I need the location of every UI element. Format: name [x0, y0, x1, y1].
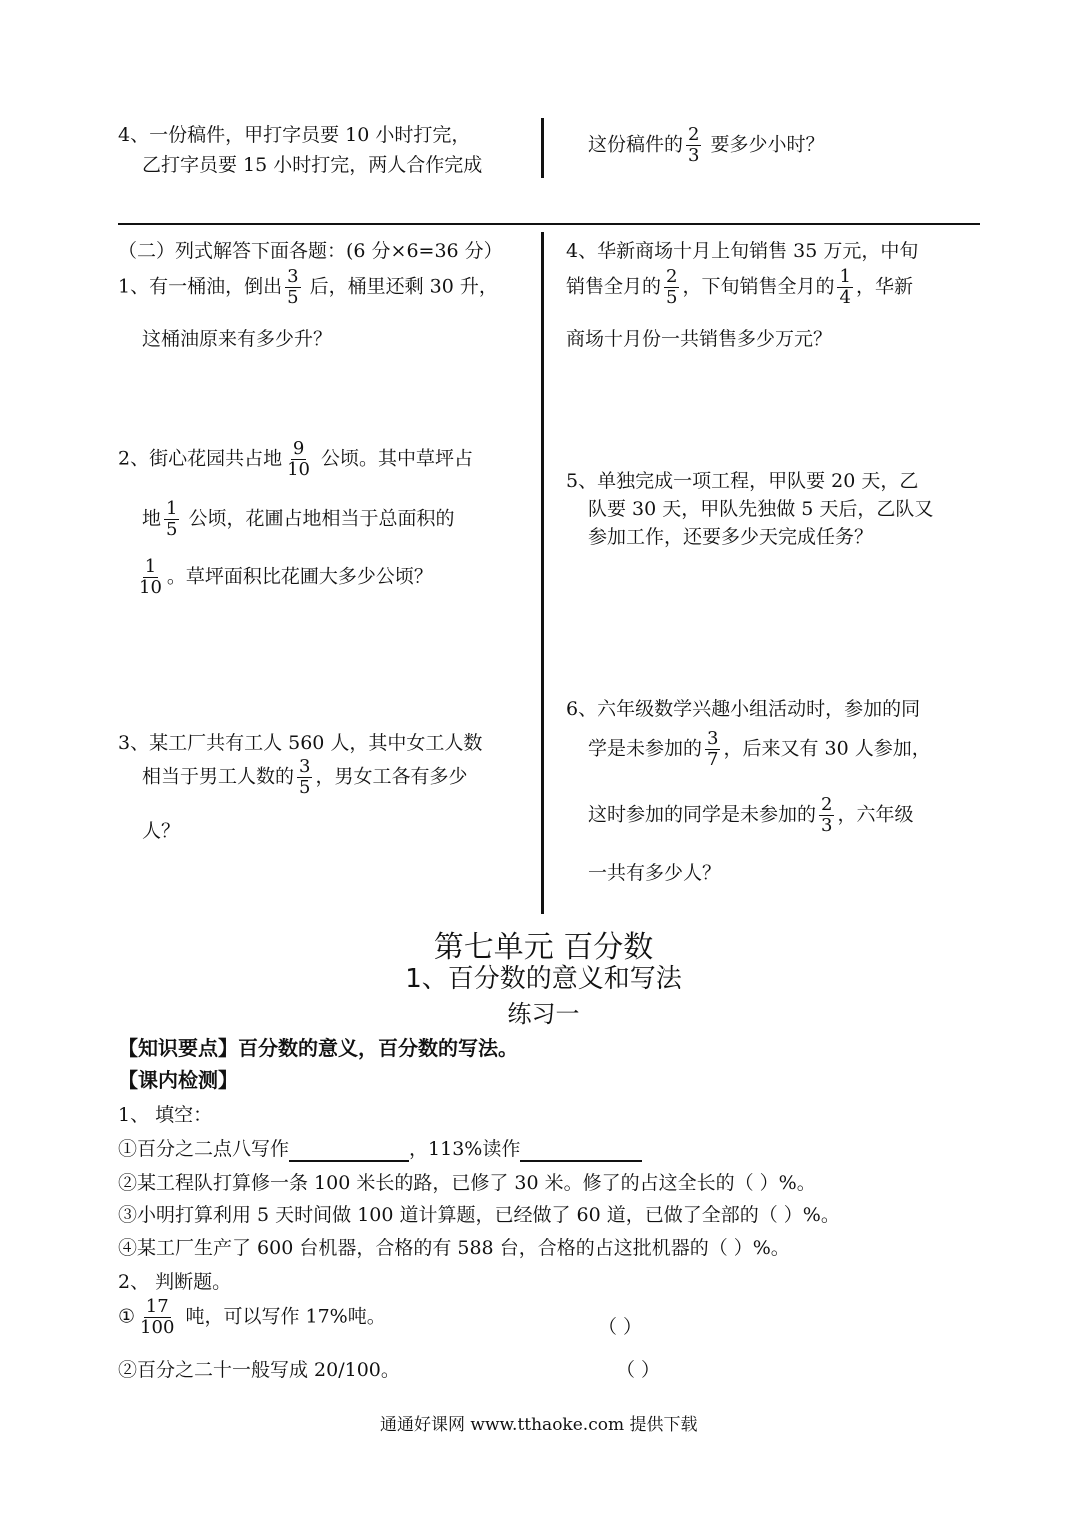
top-q4-right-pre: 这份稿件的 [588, 133, 684, 156]
q6-line2: 学是未参加的 $\frac{3}{7}$ ，后来又有 30 人参加， [588, 728, 931, 770]
fill-header: 1、 填空： [118, 1104, 213, 1126]
q5-line1: 5、单独完成一项工程，甲队要 20 天，乙 [566, 470, 919, 492]
unit-subtitle: 1、百分数的意义和写法 [405, 964, 682, 994]
judge-q2: ②百分之二十一般写成 20/100。 [118, 1359, 400, 1381]
q6-line1: 6、六年级数学兴趣小组活动时，参加的同 [566, 698, 921, 720]
top-q4-line1: 4、一份稿件，甲打字员要 10 小时打完， [118, 124, 471, 146]
r-q4-line1: 4、华新商场十月上旬销售 35 万元，中旬 [566, 240, 919, 262]
knowledge-points: 【知识要点】百分数的意义，百分数的写法。 [118, 1036, 518, 1060]
footer-text: 通通好课网 www.tthaoke.com 提供下载 [380, 1415, 698, 1435]
q1-line1: 1、有一桶油，倒出 $\frac{3}{5}$ 后，桶里还剩 30 升， [118, 266, 498, 308]
fraction: $\frac{2}{5}$ [666, 266, 678, 308]
q3-line3: 人？ [142, 820, 181, 842]
r-q4-line3: 商场十月份一共销售多少万元？ [566, 328, 833, 350]
fraction: $\frac{2}{3}$ [821, 794, 833, 836]
q3-line2: 相当于男工人数的 $\frac{3}{5}$ ，男女工各有多少 [142, 756, 468, 798]
judge-header: 2、 判断题。 [118, 1271, 232, 1293]
top-divider [541, 118, 544, 178]
fill-q4: ④某工厂生产了 600 台机器，合格的有 588 台，合格的占这批机器的（ ）%。 [118, 1237, 790, 1259]
in-class-check: 【课内检测】 [118, 1068, 238, 1092]
fraction: $\frac{2}{3}$ [688, 124, 700, 166]
q2-line3: $\frac{1}{10}$ 。草坪面积比花圃大多少公顷？ [139, 556, 433, 598]
fraction: $\frac{3}{5}$ [287, 266, 299, 308]
fraction: $\frac{3}{7}$ [707, 728, 719, 770]
q1-line2: 这桶油原来有多少升？ [142, 328, 333, 350]
judge-q1-paren[interactable]: （ ） [598, 1316, 643, 1338]
judge-q2-paren[interactable]: （ ） [616, 1359, 661, 1381]
judge-q1: ① $\frac{17}{100}$ 吨，可以写作 17%吨。 [118, 1296, 386, 1338]
fraction: $\frac{1}{4}$ [839, 266, 851, 308]
q2-line2: 地 $\frac{1}{5}$ 公顷，花圃占地相当于总面积的 [142, 498, 455, 540]
q5-line2: 队要 30 天，甲队先独做 5 天后，乙队又 [588, 498, 934, 520]
section-divider [118, 223, 980, 225]
fraction: $\frac{17}{100}$ [140, 1296, 175, 1338]
q6-line3: 这时参加的同学是未参加的 $\frac{2}{3}$ ，六年级 [588, 794, 914, 836]
top-q4-right-post: 要多少小时？ [704, 133, 825, 156]
q5-line3: 参加工作，还要多少天完成任务？ [588, 526, 874, 548]
unit-title: 第七单元 百分数 [433, 930, 654, 965]
top-q4-right [588, 126, 825, 165]
q2-line1: 2、街心花园共占地 $\frac{9}{10}$ 公顷。其中草坪占 [118, 438, 474, 480]
section2-header: （二）列式解答下面各题：(6 分×6=36 分） [118, 240, 503, 262]
fraction: $\frac{1}{10}$ [139, 556, 162, 598]
fill-q1: ①百分之二点八写作 ，113%读作 [118, 1134, 642, 1162]
q3-line1: 3、某工厂共有工人 560 人，其中女工人数 [118, 732, 483, 754]
top-q4-line2: 乙打字员要 15 小时打完，两人合作完成 [142, 154, 483, 176]
r-q4-line2: 销售全月的 $\frac{2}{5}$ ，下旬销售全月的 $\frac{1}{4}$ ，华新 [566, 266, 913, 308]
column-divider [541, 232, 544, 914]
fraction: $\frac{9}{10}$ [287, 438, 310, 480]
fraction: $\frac{1}{5}$ [166, 498, 178, 540]
answer-blank[interactable] [289, 1138, 409, 1162]
fill-q3: ③小明打算利用 5 天时间做 100 道计算题，已经做了 60 道，已做了全部的（ ）%。 [118, 1204, 840, 1226]
fill-q2: ②某工程队打算修一条 100 米长的路，已修了 30 米。修了的占这全长的（ ）%。 [118, 1172, 816, 1194]
answer-blank[interactable] [520, 1138, 642, 1162]
practice-title: 练习一 [507, 1000, 580, 1028]
fraction: $\frac{3}{5}$ [299, 756, 311, 798]
q6-line4: 一共有多少人？ [588, 862, 722, 884]
